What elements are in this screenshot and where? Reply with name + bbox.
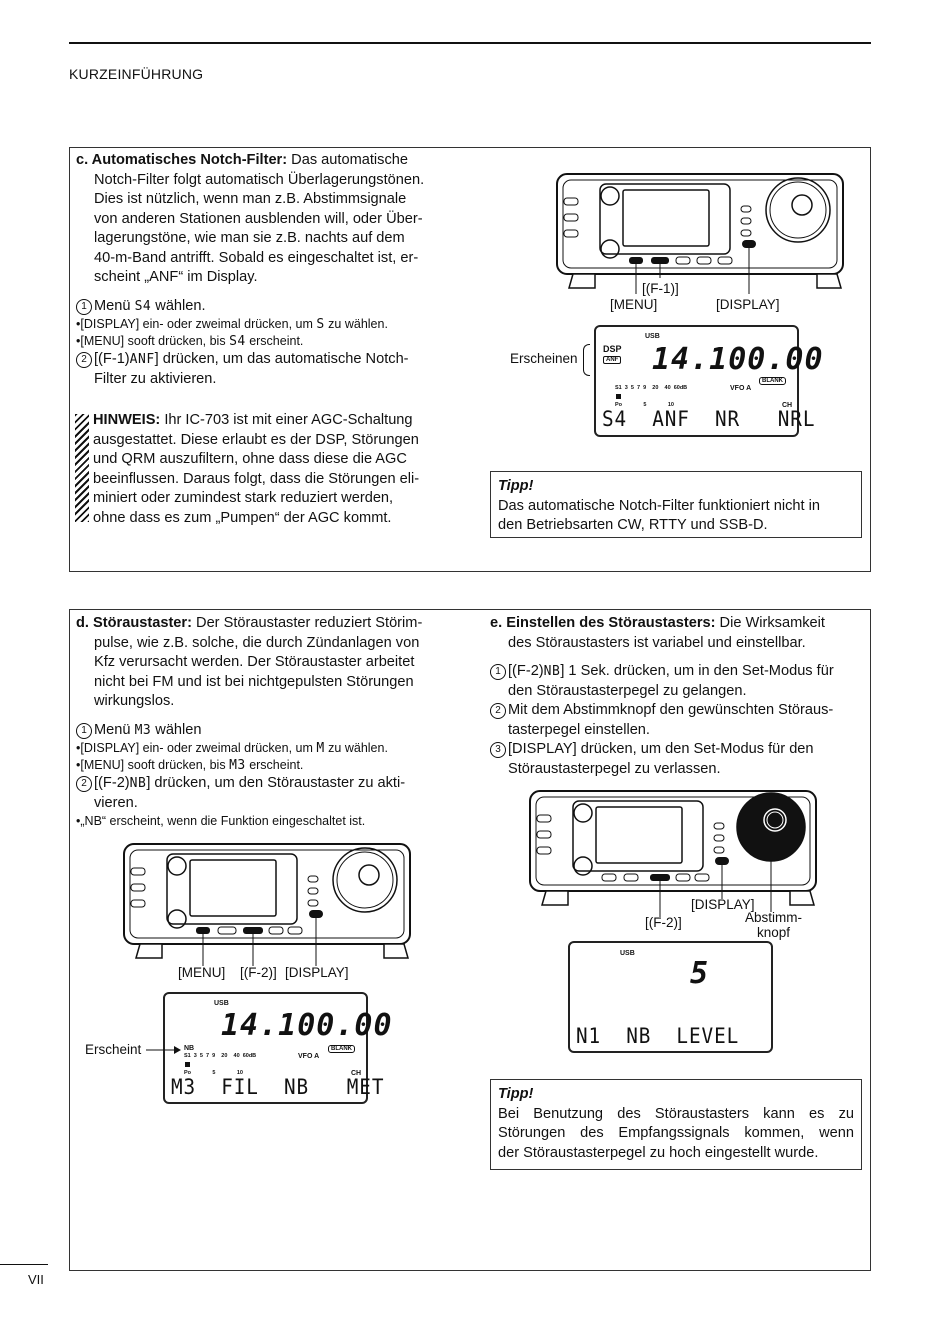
footer-rule bbox=[0, 1264, 48, 1265]
section-c-step2: 2 [(F-1)ANF] drücken, um das automatische Notch- bbox=[76, 350, 452, 370]
label-f1-button: [(F-1)] bbox=[642, 281, 679, 296]
lcd-menu-line: N1 NB LEVEL bbox=[576, 1024, 740, 1048]
lcd-meter-scale: S1 3 5 7 9 20 40 60dB bbox=[615, 385, 688, 391]
section-d-text: d. Störaustaster: Der Störaustaster reduziert Störim- pulse, wie z.B. solche, die durch Zündanlagen von Kfz verursacht werden. Der Störaustaster arbeitet nicht bei FM und ist bei nichtgepulsten Störungen wirkungslos. 1 Menü M3 wählen •[DISPLAY] ein- oder zweimal drücken, um M zu wählen. •[MENU] sooft drücken, bis M3 erscheint. 2 [(F-2)NB] drücken, um den Störaustaster zu akti- vieren. •„NB“ erscheint, wenn die Funktion eingeschaltet ist. bbox=[76, 614, 452, 830]
lcd-blank: BLANK bbox=[328, 1045, 355, 1053]
section-c-step1: 1 Menü S4 wählen. bbox=[76, 297, 452, 317]
section-c-intro-line: von anderen Stationen ausblenden will, oder Über- bbox=[94, 210, 423, 227]
lcd-ch: CH bbox=[782, 402, 793, 409]
lcd-menu-line: S4 ANF NR NRL bbox=[602, 407, 816, 431]
section-c-note: HINWEIS: Ihr IC-703 ist mit einer AGC-Schaltung ausgestattet. Diese erlaubt es der DSP, Störungen und QRM auszufiltern, ohne dass diese die AGC beeinflussen. Daraus folgt, dass die Störungen eli- miniert oder zumindest stark reduziert werden, ohne dass es zum „Pumpen“ der AGC kommt. bbox=[93, 412, 420, 526]
section-d-bullet: •„NB“ erscheint, wenn die Funktion eingeschaltet ist. bbox=[76, 814, 366, 828]
section-c-heading: c. Automatisches Notch-Filter: bbox=[76, 152, 288, 168]
page-number: VII bbox=[28, 1272, 44, 1287]
section-d-bullet: •[DISPLAY] ein- oder zweimal drücken, um M zu wählen. bbox=[76, 741, 388, 756]
note-hatch bbox=[75, 414, 89, 522]
lcd-anf: ANF bbox=[603, 356, 621, 364]
section-e-step1: 1 [(F-2)NB] 1 Sek. drücken, um in den Set-Modus für bbox=[490, 662, 864, 682]
lcd-vfo: VFO A bbox=[730, 385, 752, 392]
label-f2-button: [(F-2)] bbox=[645, 915, 682, 930]
lcd-mode: USB bbox=[645, 333, 660, 340]
label-display-button: [DISPLAY] bbox=[691, 897, 755, 912]
tip-box-c: Tipp! Das automatische Notch-Filter funktioniert nicht in den Betriebsarten CW, RTTY und SSB-D. bbox=[490, 471, 862, 538]
tip-box-e: Tipp! Bei Benutzung des Störaustasters kann es zu Störungen des Empfangssignals kommen, wenn der Störaustasterpegel zu hoch eingestellt wurde. bbox=[490, 1079, 862, 1170]
section-d-bullet: •[MENU] sooft drücken, bis M3 erscheint. bbox=[76, 758, 304, 773]
lcd-frequency: 14.100.00 bbox=[652, 342, 824, 377]
lcd-meter-square bbox=[616, 394, 621, 399]
lcd-menu-line: M3 FIL NB MET bbox=[171, 1075, 385, 1099]
section-header: KURZEINFÜHRUNG bbox=[69, 66, 204, 82]
lcd-frequency: 14.100.00 bbox=[221, 1008, 393, 1043]
section-c-intro-line: Dies ist nützlich, wenn man z.B. Abstimmsignale bbox=[94, 191, 407, 207]
label-menu-button: [MENU] bbox=[178, 965, 226, 980]
lcd-mode: USB bbox=[214, 1000, 229, 1007]
section-c-intro-line: lagerungstöne, wie man sie z.B. nachts auf dem bbox=[94, 230, 405, 246]
radio-illustration-e bbox=[528, 787, 828, 927]
section-e-step2: 2 Mit dem Abstimmknopf den gewünschten Störaus- bbox=[490, 701, 864, 721]
lcd-meter-scale: S1 3 5 7 9 20 40 60dB bbox=[184, 1053, 257, 1059]
radio-illustration-c bbox=[555, 170, 845, 295]
label-appear: Erscheinen bbox=[510, 351, 578, 366]
lcd-vfo: VFO A bbox=[298, 1053, 320, 1060]
section-c-intro-line: scheint „ANF“ im Display. bbox=[94, 269, 258, 285]
lcd-po-scale: Po 5 10 bbox=[615, 402, 674, 408]
lcd-nb: NB bbox=[184, 1045, 195, 1052]
lcd-level-value: 5 bbox=[690, 956, 710, 991]
section-d-step1: 1 Menü M3 wählen bbox=[76, 721, 452, 741]
top-rule bbox=[69, 42, 871, 44]
radio-illustration-d bbox=[122, 840, 412, 968]
section-c-intro-line: 40-m-Band antrifft. Sobald es eingeschaltet ist, er- bbox=[94, 249, 419, 266]
section-e-heading: e. Einstellen des Störaustasters: bbox=[490, 615, 716, 631]
section-c-bullet: •[MENU] sooft drücken, bis S4 erscheint. bbox=[76, 334, 304, 349]
section-d-heading: d. Störaustaster: bbox=[76, 615, 192, 631]
label-display-button: [DISPLAY] bbox=[716, 297, 780, 312]
section-e-text: e. Einstellen des Störaustasters: Die Wirksamkeit des Störaustasters ist variabel und einstellbar. 1 [(F-2)NB] 1 Sek. drücken, um in den Set-Modus für den Störaustasterpegel zu gelangen. 2 Mit dem Abstimmknopf den gewünschten Störaus- tasterpegel einstellen. 3 [DISPLAY] drücken, um den Set-Modus für den Störaustasterpegel zu verlassen. bbox=[490, 614, 864, 779]
label-f2-button: [(F-2)] bbox=[240, 965, 277, 980]
section-c-bullet: •[DISPLAY] ein- oder zweimal drücken, um S zu wählen. bbox=[76, 317, 388, 332]
appear-arrow-icon bbox=[146, 1045, 182, 1055]
section-c-intro-line: Notch-Filter folgt automatisch Überlagerungstönen. bbox=[94, 171, 425, 188]
section-e-step3: 3 [DISPLAY] drücken, um den Set-Modus für den bbox=[490, 740, 864, 760]
section-c-text: c. Automatisches Notch-Filter: Das automatische Notch-Filter folgt automatisch Überlagerungstönen. Dies ist nützlich, wenn man z.B. Abstimmsignale von anderen Stationen ausblenden will, oder Über- lagerungstöne, wie man sie z.B. nachts auf dem 40-m-Band antrifft. Sobald es eingeschaltet ist, er- scheint „ANF“ im Display. 1 Menü S4 wählen. •[DISPLAY] ein- oder zweimal drücken, um S zu wählen. •[MENU] sooft drücken, bis S4 erscheint. 2 [(F-1)ANF] drücken, um das automatische Notch- Filter zu aktivieren. bbox=[76, 151, 452, 389]
lcd-ch: CH bbox=[351, 1070, 362, 1077]
lcd-mode: USB bbox=[620, 950, 635, 957]
section-d-step2: 2 [(F-2)NB] drücken, um den Störaustaster zu akti- bbox=[76, 774, 452, 794]
lcd-meter-square bbox=[185, 1062, 190, 1067]
appear-brace bbox=[583, 344, 590, 376]
lcd-po-scale: Po 5 10 bbox=[184, 1070, 243, 1076]
lcd-blank: BLANK bbox=[759, 377, 786, 385]
label-menu-button: [MENU] bbox=[610, 297, 658, 312]
lcd-dsp: DSP bbox=[603, 344, 622, 354]
label-display-button: [DISPLAY] bbox=[285, 965, 349, 980]
label-tuning-knob: Abstimm- knopf bbox=[745, 910, 802, 940]
label-appear: Erscheint bbox=[85, 1042, 142, 1057]
